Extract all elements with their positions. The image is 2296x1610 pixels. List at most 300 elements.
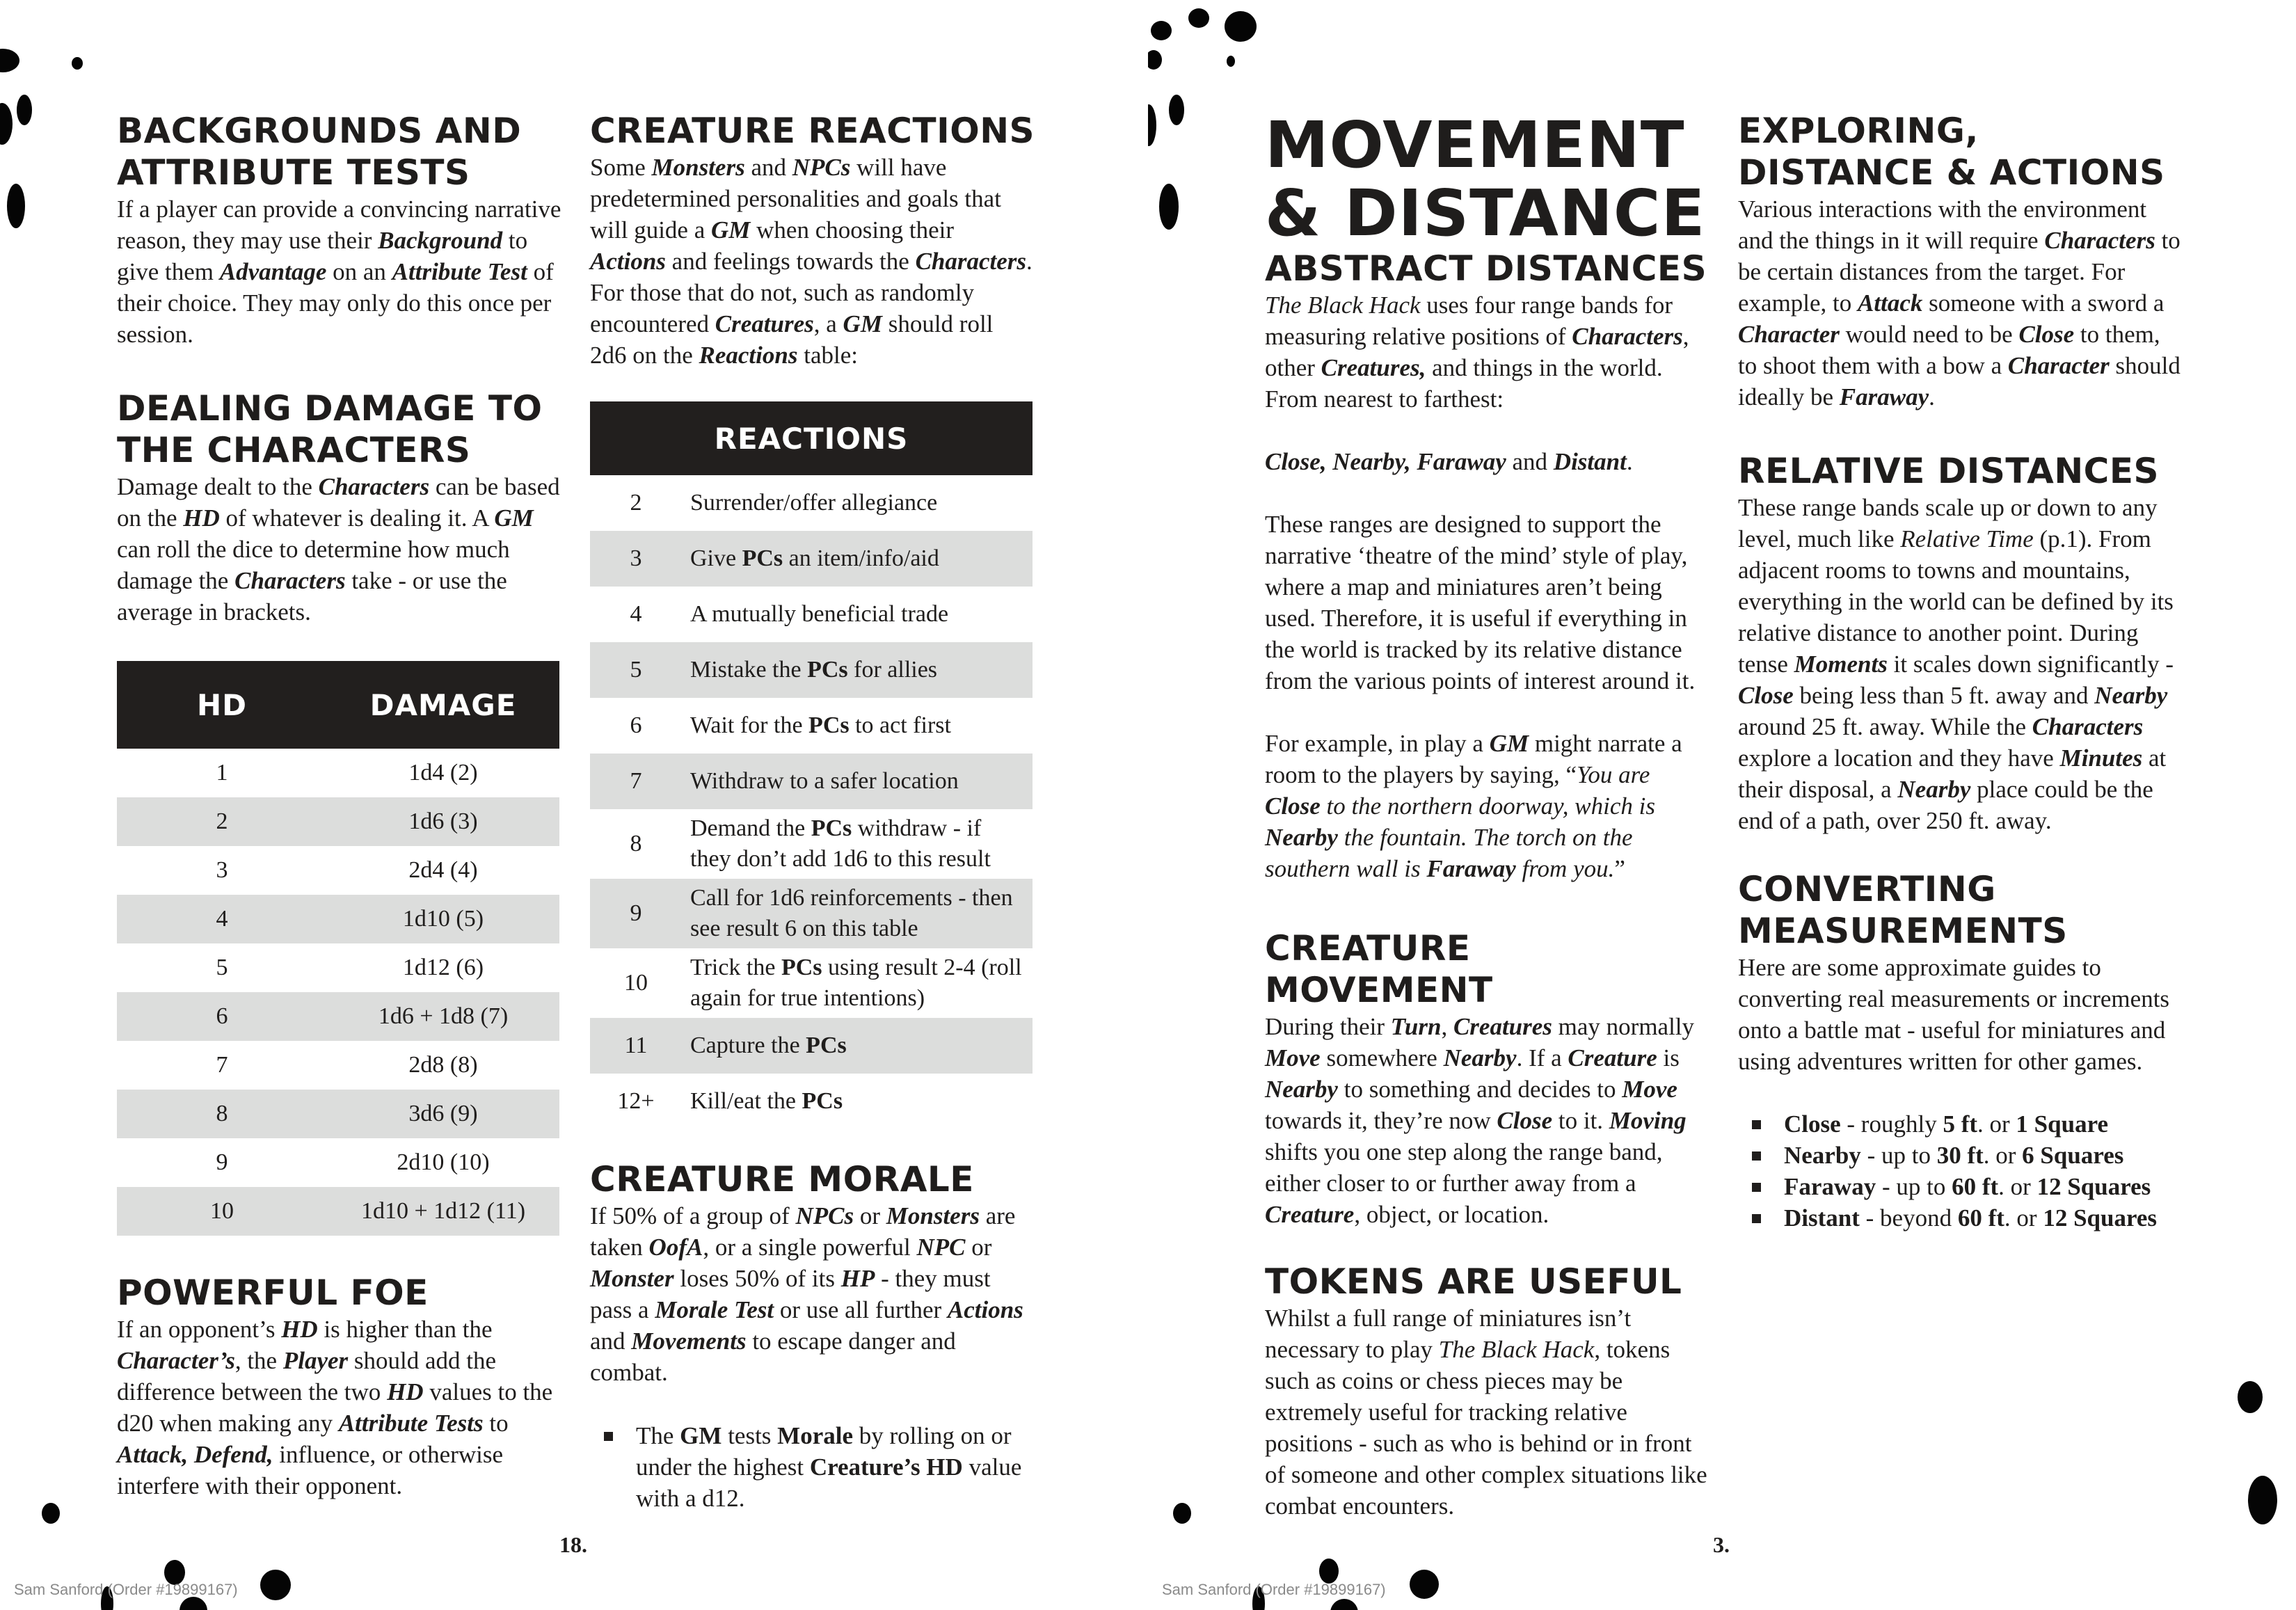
section-body — [1265, 1302, 1710, 1522]
game-term: Close — [1497, 1107, 1553, 1134]
hd-cell: 6 — [117, 992, 327, 1041]
hd-cell: 4 — [117, 895, 327, 943]
text-run: and feelings towards the — [665, 248, 916, 275]
damage-cell: 2d10 (10) — [397, 1149, 490, 1175]
text-run: During their — [1265, 1013, 1391, 1040]
game-term: Moments — [1794, 651, 1888, 678]
text-run: Capture the — [690, 1033, 806, 1058]
game-term: Monster — [590, 1265, 674, 1292]
text-run: . — [1626, 448, 1633, 475]
section-tokens-useful — [1265, 1261, 1710, 1522]
reactions-table-header — [590, 401, 1033, 475]
text-run: when choosing their — [750, 216, 954, 244]
text-run: towards it, they’re now — [1265, 1107, 1497, 1134]
text-run: These range bands scale up or down to any level, much like — [1738, 494, 2158, 552]
text-run: are taken — [590, 1202, 1016, 1261]
game-term: PCs — [808, 712, 850, 738]
section-title: TOKENS ARE USEFUL — [1265, 1261, 1682, 1302]
game-term: Nearby — [1897, 776, 1971, 803]
game-term: Creatures, — [1321, 354, 1426, 381]
reactions-table-title: REACTIONS — [590, 401, 1033, 475]
reaction-cell — [682, 1074, 1033, 1129]
right-column-2 — [1738, 110, 2183, 1234]
section-exploring — [1738, 110, 2183, 413]
roll-cell: 11 — [590, 1018, 682, 1074]
damage-cell: 2d8 (8) — [408, 1052, 478, 1078]
bullet-item — [590, 1420, 1035, 1514]
game-term: Move — [1265, 1044, 1321, 1071]
game-term: Character — [2007, 352, 2110, 379]
damage-cell: 1d4 (2) — [408, 760, 478, 786]
game-term: GM — [1489, 730, 1529, 757]
damage-table-row — [117, 1041, 559, 1090]
text-run: - up to — [1860, 1142, 1937, 1169]
text-run: take - or use the average in brackets. — [117, 567, 507, 625]
morale-bullet-list — [590, 1420, 1035, 1514]
text-run: Demand the — [690, 815, 811, 841]
reaction-cell — [682, 587, 1033, 642]
reactions-table-row — [590, 531, 1033, 587]
text-run: Here are some approximate guides to converting real measurements or increments onto a battle mat - useful for miniatures and using adventures written for other games. — [1738, 954, 2170, 1075]
text-run: or — [854, 1202, 886, 1229]
text-run: can be based on the — [117, 473, 560, 532]
reaction-cell — [682, 809, 1033, 879]
hd-cell: 9 — [216, 1149, 228, 1175]
text-run: For example, in play a — [1265, 730, 1490, 757]
roll-cell: 2 — [630, 490, 642, 516]
game-term: Creature’s HD — [809, 1453, 963, 1481]
text-run: If an opponent’s — [117, 1316, 282, 1343]
game-term: Nearby — [1443, 1044, 1517, 1071]
game-term: OofA — [648, 1234, 703, 1261]
reaction-cell — [682, 475, 1033, 531]
game-term: PCs — [781, 955, 822, 980]
bullet-item — [1738, 1140, 2183, 1171]
reactions-table-row — [590, 754, 1033, 809]
text-run: Surrender/offer allegiance — [690, 490, 938, 516]
game-term: Attack, Defend, — [117, 1441, 273, 1468]
text-run: for allies — [847, 657, 938, 683]
game-term: Distant — [1784, 1204, 1860, 1232]
reaction-cell — [682, 754, 1033, 809]
section-title: DEALING DAMAGE TO THE CHARACTERS — [117, 388, 543, 470]
section-body — [1738, 492, 2183, 836]
game-term: Characters — [1572, 323, 1683, 350]
emphasis: from you. — [1515, 855, 1615, 882]
section-dealing-damage — [117, 388, 562, 628]
ink-splatter-decoration — [1227, 56, 1235, 67]
text-run: and things in the world. From nearest to farthest: — [1265, 354, 1663, 413]
text-run: . or — [1983, 1142, 2023, 1169]
reactions-table-row — [590, 948, 1033, 1018]
text-run: to give them — [117, 227, 528, 285]
text-run: Give — [690, 545, 742, 571]
text-run: using result 2-4 (roll again for true intentions) — [690, 955, 1022, 1011]
text-run: to escape danger and combat. — [590, 1328, 956, 1386]
text-run: These ranges are designed to support the narrative ‘theatre of the mind’ style of play, where a map and miniatures aren’t being used. Therefore, it is useful if everything in the world is tracked by its relative distance from the various points of interest around it. — [1265, 511, 1696, 694]
text-run: to them, to shoot them with a bow a — [1738, 321, 2160, 379]
damage-cell: 2d4 (4) — [408, 857, 478, 883]
bullet-item — [1738, 1108, 2183, 1140]
text-run: - up to — [1876, 1173, 1952, 1200]
game-term: Move — [1622, 1076, 1677, 1103]
text-run: Some — [590, 154, 652, 181]
text-run: Wait for the — [690, 712, 809, 738]
section-body — [1265, 1011, 1710, 1230]
measurement: 60 ft — [1952, 1173, 1999, 1200]
text-run: can roll the dice to determine how much damage the — [117, 536, 510, 594]
left-column-2 — [590, 110, 1035, 1514]
game-term: Creature — [1568, 1044, 1657, 1071]
emphasis: You are — [1577, 761, 1650, 788]
text-run: , a — [813, 310, 843, 337]
game-term: Characters — [234, 567, 346, 594]
page-number: 18. — [559, 1532, 587, 1557]
text-run: (p.1). From adjacent rooms to towns and mountains, everything in the world can be defined by its relative distance to another point. During tense — [1738, 525, 2174, 678]
game-term: Close — [1784, 1110, 1841, 1138]
hd-cell: 2 — [117, 797, 327, 846]
text-run: should add the difference between the two — [117, 1347, 497, 1405]
text-run: loses 50% of its — [673, 1265, 841, 1292]
ink-splatter-decoration — [42, 1503, 60, 1524]
text-run: to act first — [849, 712, 951, 738]
section-title: RELATIVE DISTANCES — [1738, 451, 2160, 491]
game-term: HD — [387, 1378, 424, 1405]
game-term: HP — [840, 1265, 875, 1292]
text-run: , the — [234, 1347, 283, 1374]
text-run: . or — [1998, 1173, 2037, 1200]
reactions-table-row — [590, 1074, 1033, 1129]
game-term: Nearby — [2094, 682, 2168, 709]
text-run: If a player can provide a convincing narrative reason, they may use their — [117, 196, 561, 254]
text-run: . If a — [1516, 1044, 1568, 1071]
ink-splatter-decoration — [17, 95, 32, 125]
watermark: Sam Sanford (Order #19899167) — [1162, 1581, 1386, 1598]
section-title: CREATURE MOVEMENT — [1265, 928, 1493, 1010]
reactions-table-row — [590, 642, 1033, 698]
damage-cell: 1d10 + 1d12 (11) — [327, 1187, 559, 1236]
text-run: should roll 2d6 on the — [590, 310, 994, 369]
game-term: Character — [1738, 321, 1840, 348]
measurement: 12 Squares — [2036, 1173, 2151, 1200]
text-run: , tokens such as coins or chess pieces may be extremely useful for tracking relative positions - such as who is behind or in front of someone and other complex situations like combat encounters. — [1265, 1336, 1707, 1520]
reaction-cell — [682, 698, 1033, 754]
ink-splatter-decoration — [1148, 104, 1156, 146]
text-run: or — [965, 1234, 992, 1261]
text-run: influence, or otherwise interfere with their opponent. — [117, 1441, 503, 1499]
text-run: - they must pass a — [590, 1265, 991, 1323]
ink-splatter-decoration — [1148, 50, 1162, 70]
text-run: Trick the — [690, 955, 781, 980]
reactions-table-row — [590, 879, 1033, 948]
roll-cell: 7 — [590, 754, 682, 809]
ink-splatter-decoration — [1225, 11, 1257, 42]
text-run: , — [1441, 1013, 1453, 1040]
game-term: HD — [281, 1316, 318, 1343]
section-body — [117, 471, 562, 628]
page-number: 3. — [1713, 1532, 1730, 1557]
text-run: to be certain distances from the target. For example, to — [1738, 227, 2181, 317]
text-run: Mistake the — [690, 657, 808, 683]
game-term: GM — [494, 504, 534, 532]
text-run: around 25 ft. away. While the — [1738, 713, 2032, 740]
column-header-damage: DAMAGE — [327, 661, 559, 749]
ink-splatter-decoration — [1173, 1503, 1191, 1524]
game-term: PCs — [806, 1033, 847, 1058]
damage-table — [117, 661, 559, 1236]
text-run: Whilst a full range of miniatures isn’t necessary to play — [1265, 1305, 1632, 1363]
hd-cell: 1 — [216, 760, 228, 786]
section-title: CONVERTING MEASUREMENTS — [1738, 869, 2068, 951]
text-run: values to the d20 when making any — [117, 1378, 553, 1437]
game-term: Moving — [1609, 1107, 1687, 1134]
game-term: NPC — [916, 1234, 966, 1261]
ink-splatter-decoration — [0, 49, 19, 72]
game-term: Characters — [318, 473, 430, 500]
text-run: an item/info/aid — [783, 545, 939, 571]
text-run: should ideally be — [1738, 352, 2181, 411]
reaction-cell — [682, 879, 1033, 948]
game-term: GM — [711, 216, 751, 244]
game-term: Background — [378, 227, 503, 254]
text-run: uses four range bands for measuring relative positions of — [1265, 292, 1673, 350]
game-term: Attribute Test — [392, 258, 527, 285]
text-run: to it. — [1552, 1107, 1609, 1134]
game-term: Attack — [1858, 289, 1923, 317]
text-run: it scales down significantly - — [1887, 651, 2174, 678]
section-body — [117, 1314, 562, 1501]
roll-cell: 12+ — [617, 1088, 655, 1114]
roll-cell: 9 — [590, 879, 682, 948]
section-relative-distances — [1738, 450, 2183, 836]
paragraph — [1265, 289, 1710, 415]
damage-table-row — [117, 1138, 559, 1187]
game-term: Close — [1265, 792, 1321, 820]
paragraph — [1265, 446, 1710, 477]
damage-cell: 1d10 (5) — [327, 895, 559, 943]
left-column-1 — [117, 110, 562, 1501]
section-powerful-foe — [117, 1272, 562, 1501]
game-term: Nearby — [1784, 1142, 1861, 1169]
game-term: NPCs — [795, 1202, 854, 1229]
damage-table-row — [117, 749, 559, 797]
measurement: 5 ft — [1943, 1110, 1978, 1138]
game-term: Distant — [1553, 448, 1627, 475]
text-run: Call for 1d6 reinforcements - then see result 6 on this table — [690, 885, 1013, 941]
section-title: CREATURE REACTIONS — [590, 111, 1035, 151]
hd-cell: 8 — [117, 1090, 327, 1138]
game-term: Attribute Tests — [338, 1410, 484, 1437]
conversion-bullet-list — [1738, 1108, 2183, 1234]
ink-splatter-decoration — [1330, 1599, 1358, 1610]
text-run: and — [590, 1328, 632, 1355]
game-term: HD — [183, 504, 220, 532]
text-run: and — [1506, 448, 1554, 475]
game-term: Characters — [2032, 713, 2144, 740]
game-term: Close, Nearby, Faraway — [1265, 448, 1506, 475]
damage-table-row — [117, 992, 559, 1041]
measurement: 30 ft — [1936, 1142, 1984, 1169]
text-run: table: — [797, 342, 858, 369]
game-term: Close — [2018, 321, 2075, 348]
section-creature-movement — [1265, 927, 1710, 1230]
measurement: 12 Squares — [2043, 1204, 2158, 1232]
game-term: GM — [680, 1422, 722, 1449]
game-term: Minutes — [2059, 744, 2143, 772]
game-term: Morale Test — [655, 1296, 774, 1323]
section-creature-morale — [590, 1158, 1035, 1514]
measurement: 1 Square — [2016, 1110, 2109, 1138]
game-term: Character’s — [117, 1347, 235, 1374]
text-run: - roughly — [1840, 1110, 1943, 1138]
section-title: ABSTRACT DISTANCES — [1265, 248, 1707, 289]
watermark: Sam Sanford (Order #19899167) — [14, 1581, 238, 1598]
game-term: Faraway — [1784, 1173, 1876, 1200]
game-term: Movements — [631, 1328, 747, 1355]
roll-cell: 10 — [624, 970, 648, 996]
chapter-title: MOVEMENT & DISTANCE — [1265, 108, 1706, 250]
game-term: Monsters — [651, 154, 745, 181]
text-run: If 50% of a group of — [590, 1202, 796, 1229]
text-run: withdraw - if they don’t add 1d6 to this result — [690, 815, 991, 872]
column-header-hd: HD — [117, 661, 327, 749]
text-run: value with a d12. — [636, 1453, 1022, 1512]
text-run: explore a location and they have — [1738, 744, 2060, 772]
ink-splatter-decoration — [2248, 1476, 2277, 1524]
paragraph — [1265, 509, 1710, 696]
measurement: 6 Squares — [2022, 1142, 2124, 1169]
game-term: PCs — [807, 657, 848, 683]
text-run: is — [1657, 1044, 1680, 1071]
ink-splatter-decoration — [260, 1570, 291, 1600]
roll-cell: 8 — [630, 831, 642, 856]
roll-cell: 3 — [590, 531, 682, 587]
ink-splatter-decoration — [1188, 8, 1209, 28]
game-term: Advantage — [219, 258, 327, 285]
ink-splatter-decoration — [1159, 184, 1179, 230]
ink-splatter-decoration — [0, 103, 13, 145]
text-run: shifts you one step along the range band, either closer to or further away from a — [1265, 1138, 1663, 1197]
damage-table-row — [117, 1187, 559, 1236]
text-run: to something and decides to — [1337, 1076, 1623, 1103]
measurement: 60 ft — [1957, 1204, 2004, 1232]
text-run: will have predetermined personalities and goals that will guide a — [590, 154, 1001, 244]
text-run: by rolling on or under the highest — [636, 1422, 1012, 1481]
text-run: . — [1929, 383, 1935, 411]
text-run: of whatever is dealing it. A — [219, 504, 495, 532]
hd-cell: 10 — [117, 1187, 327, 1236]
text-run: or use all further — [774, 1296, 948, 1323]
game-term: Faraway — [1426, 855, 1516, 882]
right-column-1 — [1265, 108, 1710, 1522]
reaction-cell — [682, 531, 1033, 587]
text-run: to — [483, 1410, 509, 1437]
reactions-table-row — [590, 587, 1033, 642]
game-term: Actions — [947, 1296, 1023, 1323]
text-run: - beyond — [1859, 1204, 1958, 1232]
ink-splatter-decoration — [1169, 95, 1184, 125]
ink-splatter-decoration — [1151, 21, 1172, 40]
damage-table-row — [117, 1090, 559, 1138]
damage-table-row — [117, 846, 559, 895]
text-run: is higher than the — [317, 1316, 493, 1343]
emphasis: The Black Hack — [1438, 1336, 1595, 1363]
game-term: NPCs — [792, 154, 851, 181]
ink-splatter-decoration — [72, 57, 83, 70]
reactions-table-row — [590, 475, 1033, 531]
text-run: . or — [2004, 1204, 2043, 1232]
section-title: CREATURE MORALE — [590, 1159, 974, 1199]
text-run: and — [744, 154, 792, 181]
text-run: being less than 5 ft. away and — [1793, 682, 2095, 709]
text-run: tests — [722, 1422, 778, 1449]
section-body — [590, 1200, 1035, 1388]
game-term: Actions — [590, 248, 666, 275]
game-term: Faraway — [1839, 383, 1929, 411]
text-run: , object, or location. — [1354, 1201, 1549, 1228]
game-term: Monsters — [886, 1202, 980, 1229]
damage-table-row — [117, 895, 559, 943]
text-run: The — [636, 1422, 680, 1449]
hd-cell: 7 — [216, 1052, 228, 1078]
damage-cell: 1d6 + 1d8 (7) — [327, 992, 559, 1041]
game-term: Turn — [1390, 1013, 1442, 1040]
bullet-item — [1738, 1202, 2183, 1234]
game-term: PCs — [802, 1088, 843, 1114]
game-term: Reactions — [699, 342, 798, 369]
emphasis: the fountain. The torch on the southern wall is — [1265, 824, 1633, 882]
game-term: Player — [282, 1347, 349, 1374]
damage-cell: 3d6 (9) — [327, 1090, 559, 1138]
reactions-table-row — [590, 1018, 1033, 1074]
emphasis: Relative Time — [1900, 525, 2034, 552]
game-term: Morale — [777, 1422, 853, 1449]
section-title: BACKGROUNDS AND ATTRIBUTE TESTS — [117, 111, 522, 193]
roll-cell: 5 — [590, 642, 682, 698]
text-run: at their disposal, a — [1738, 744, 2167, 803]
section-body — [1738, 193, 2183, 413]
ink-splatter-decoration — [1410, 1570, 1439, 1599]
text-run: . or — [1977, 1110, 2016, 1138]
reactions-table-row — [590, 698, 1033, 754]
game-term: Creatures — [715, 310, 814, 337]
game-term: GM — [843, 310, 882, 337]
text-run: on an — [326, 258, 392, 285]
section-body — [590, 152, 1035, 371]
ink-splatter-decoration — [2238, 1381, 2263, 1413]
game-term: PCs — [811, 815, 852, 841]
section-title: EXPLORING, DISTANCE & ACTIONS — [1738, 111, 2165, 193]
emphasis: The Black Hack — [1265, 292, 1421, 319]
section-body — [117, 193, 562, 350]
text-run: Damage dealt to the — [117, 473, 319, 500]
reaction-cell — [682, 642, 1033, 698]
damage-table-row — [117, 797, 559, 846]
text-run: someone with a sword a — [1922, 289, 2165, 317]
text-run: would need to be — [1839, 321, 2019, 348]
reaction-cell — [682, 1018, 1033, 1074]
ink-splatter-decoration — [7, 184, 25, 228]
text-run: somewhere — [1320, 1044, 1444, 1071]
text-run: ” — [1614, 855, 1625, 882]
game-term: Creatures — [1453, 1013, 1552, 1040]
game-term: Characters — [2044, 227, 2155, 254]
text-run: of their choice. They may only do this once per session. — [117, 258, 554, 348]
game-term: Close — [1738, 682, 1794, 709]
right-page — [1148, 0, 2296, 1610]
text-run: might narrate a room to the players by saying, “ — [1265, 730, 1682, 788]
paragraph — [1265, 728, 1710, 884]
